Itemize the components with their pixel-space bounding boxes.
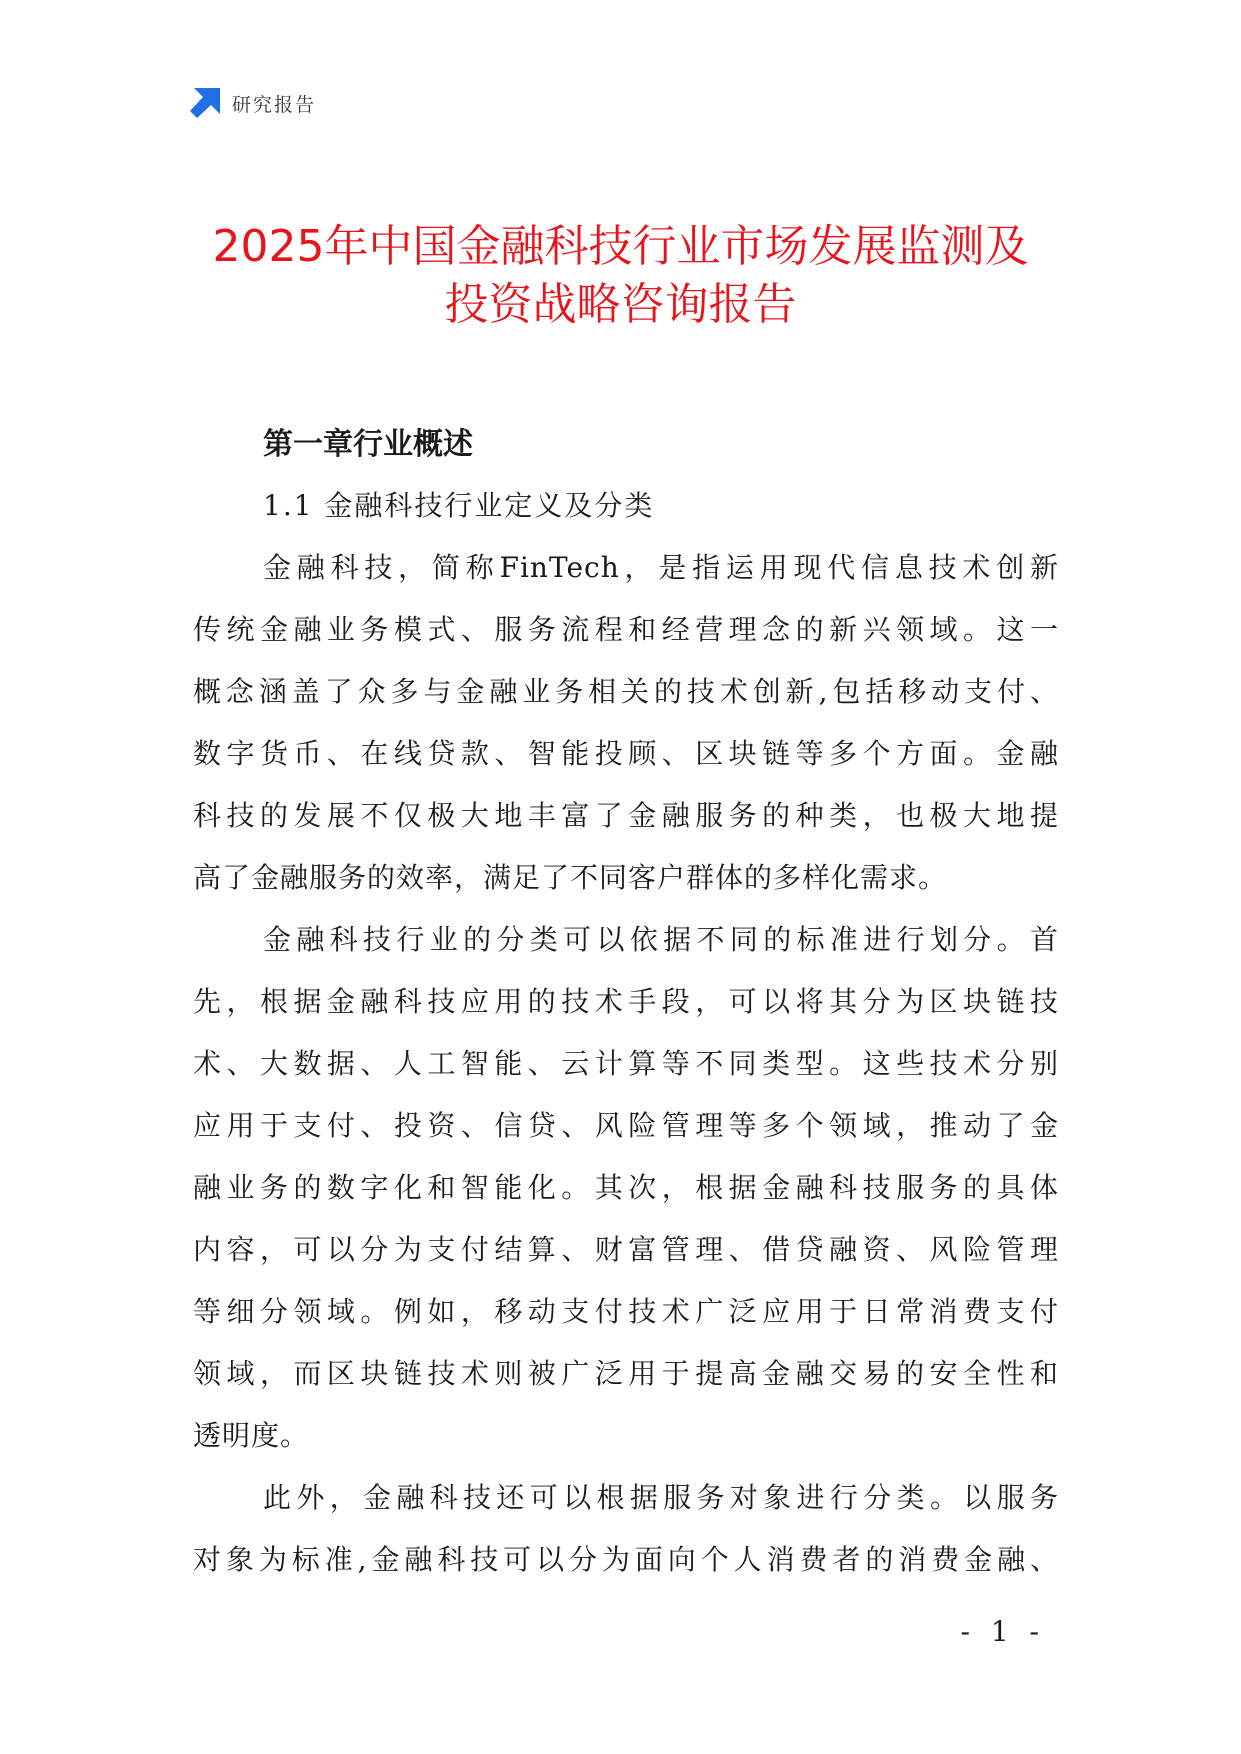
paragraph-line: 数字货币、在线贷款、智能投顾、区块链等多个方面。金融 [193, 737, 1059, 770]
document-body [193, 415, 1059, 1591]
paragraph-line: 等细分领域。例如，移动支付技术广泛应用于日常消费支付 [193, 1295, 1059, 1328]
report-header [190, 88, 316, 118]
section-heading: 1.1 金融科技行业定义及分类 [263, 489, 655, 522]
paragraph-line: 传统金融业务模式、服务流程和经营理念的新兴领域。这一 [193, 613, 1059, 646]
header-label: 研究报告 [232, 93, 317, 116]
paragraph-line: 领域，而区块链技术则被广泛用于提高金融交易的安全性和 [193, 1357, 1059, 1390]
chapter-heading: 第一章行业概述 [263, 427, 473, 462]
paragraph-line: 内容，可以分为支付结算、财富管理、借贷融资、风险管理 [193, 1233, 1059, 1266]
arrow-up-right-icon [190, 88, 220, 118]
paragraph-line: 高了金融服务的效率，满足了不同客户群体的多样化需求。 [193, 861, 948, 894]
paragraph-line: 此外，金融科技还可以根据服务对象进行分类。以服务 [263, 1481, 1059, 1514]
paragraph-line: 应用于支付、投资、信贷、风险管理等多个领域，推动了金 [193, 1109, 1059, 1142]
paragraph-line: 透明度。 [193, 1419, 310, 1452]
title-line-2: 投资战略咨询报告 [444, 279, 797, 330]
paragraphs [193, 537, 1059, 1591]
paragraph-line: 术、大数据、人工智能、云计算等不同类型。这些技术分别 [193, 1047, 1059, 1080]
paragraph [193, 537, 1059, 909]
paragraph-line: 先，根据金融科技应用的技术手段，可以将其分为区块链技 [193, 985, 1059, 1018]
paragraph [193, 1467, 1059, 1591]
paragraph-line: 科技的发展不仅极大地丰富了金融服务的种类，也极大地提 [193, 799, 1059, 832]
paragraph-line: 概念涵盖了众多与金融业务相关的技术创新,包括移动支付、 [193, 675, 1059, 708]
paragraph-line: 融业务的数字化和智能化。其次，根据金融科技服务的具体 [193, 1171, 1059, 1204]
paragraph-line: 对象为标准,金融科技可以分为面向个人消费者的消费金融、 [193, 1543, 1059, 1576]
paragraph [193, 909, 1059, 1467]
page-number: - 1 - [960, 1615, 1045, 1648]
document-title [150, 218, 1091, 334]
paragraph-line: 金融科技行业的分类可以依据不同的标准进行划分。首 [263, 923, 1059, 956]
title-line-1: 2025年中国金融科技行业市场发展监测及 [212, 221, 1029, 272]
paragraph-line: 金融科技，简称FinTech，是指运用现代信息技术创新 [263, 551, 1059, 584]
